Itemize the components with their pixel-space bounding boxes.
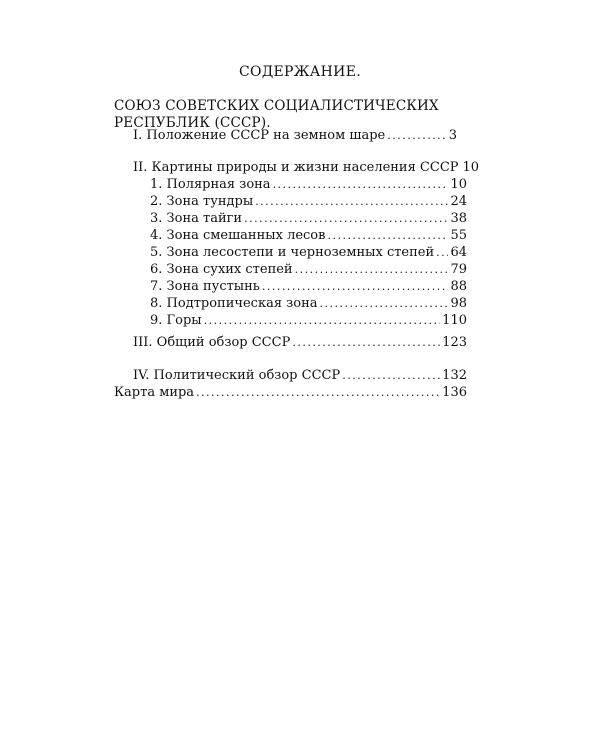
- toc-entry: [133, 127, 457, 144]
- toc-entry-page: 123: [442, 335, 467, 350]
- section-title-line-2: РЕСПУБЛИК (СССР).: [114, 115, 271, 131]
- toc-entry-page: 132: [442, 368, 467, 383]
- toc-entry-page: 10: [450, 177, 467, 192]
- toc-entry-label: 5. Зона лесостепи и черноземных степей: [150, 245, 435, 260]
- toc-entry: [150, 244, 467, 261]
- toc-entry: [150, 227, 467, 244]
- toc-entry-page: 64: [450, 245, 467, 260]
- toc-entry: [150, 210, 467, 227]
- toc-entry-label: 1. Полярная зона: [150, 177, 271, 192]
- toc-entry-label: 4. Зона смешанных лесов: [150, 228, 326, 243]
- toc-entry-label: II. Картины природы и жизни населения СССР: [133, 160, 459, 175]
- toc-entry-page: 24: [450, 194, 467, 209]
- toc-entry-label: IV. Политический обзор СССР: [133, 368, 341, 383]
- toc-leader-dots: [255, 193, 448, 210]
- toc-entry: [150, 295, 467, 312]
- toc-entry: [133, 334, 467, 351]
- toc-entry: [150, 261, 467, 278]
- toc-entry: [133, 367, 467, 384]
- page-title: СОДЕРЖАНИЕ.: [239, 64, 361, 80]
- toc-entry-page: 10: [462, 160, 480, 175]
- toc-leader-dots: [295, 261, 449, 278]
- toc-leader-dots: [319, 295, 448, 312]
- toc-leader-dots: [244, 210, 448, 227]
- toc-entry-page: 98: [450, 296, 467, 311]
- toc-entry-label: 6. Зона сухих степей: [150, 262, 293, 277]
- toc-entry-label: 2. Зона тундры: [150, 194, 254, 209]
- toc-entry-label: 7. Зона пустынь: [150, 279, 260, 294]
- toc-entry-page: 136: [442, 385, 467, 400]
- toc-entry: [133, 159, 480, 176]
- section-title-line-1: СОЮЗ СОВЕТСКИХ СОЦИАЛИСТИЧЕСКИХ: [114, 98, 439, 114]
- toc-entry: [150, 278, 467, 295]
- toc-entry-label: I. Положение СССР на земном шаре: [133, 128, 386, 143]
- toc-entry-page: 79: [450, 262, 467, 277]
- toc-entry: [150, 193, 467, 210]
- toc-entry-page: 38: [450, 211, 467, 226]
- toc-entry-label: 8. Подтропическая зона: [150, 296, 318, 311]
- toc-entry-label: Карта мира: [114, 385, 195, 400]
- toc-entry: [150, 312, 467, 329]
- toc-leader-dots: [292, 334, 440, 351]
- toc-entry-page: 3: [448, 128, 457, 143]
- toc-entry-label: 3. Зона тайги: [150, 211, 243, 226]
- toc-entry-page: 110: [442, 313, 467, 328]
- toc-leader-dots: [196, 384, 440, 401]
- toc-entry: [150, 176, 467, 193]
- toc-leader-dots: [273, 176, 449, 193]
- toc-leader-dots: [342, 367, 440, 384]
- toc-entry-label: III. Общий обзор СССР: [133, 335, 291, 350]
- toc-leader-dots: [327, 227, 448, 244]
- toc-leader-dots: [387, 127, 447, 144]
- toc-entry-page: 55: [450, 228, 467, 243]
- toc-entry-page: 88: [450, 279, 467, 294]
- toc-entry-label: 9. Горы: [150, 313, 202, 328]
- toc-entry: [114, 384, 467, 401]
- toc-leader-dots: [262, 278, 449, 295]
- toc-leader-dots: [436, 244, 448, 261]
- toc-leader-dots: [204, 312, 441, 329]
